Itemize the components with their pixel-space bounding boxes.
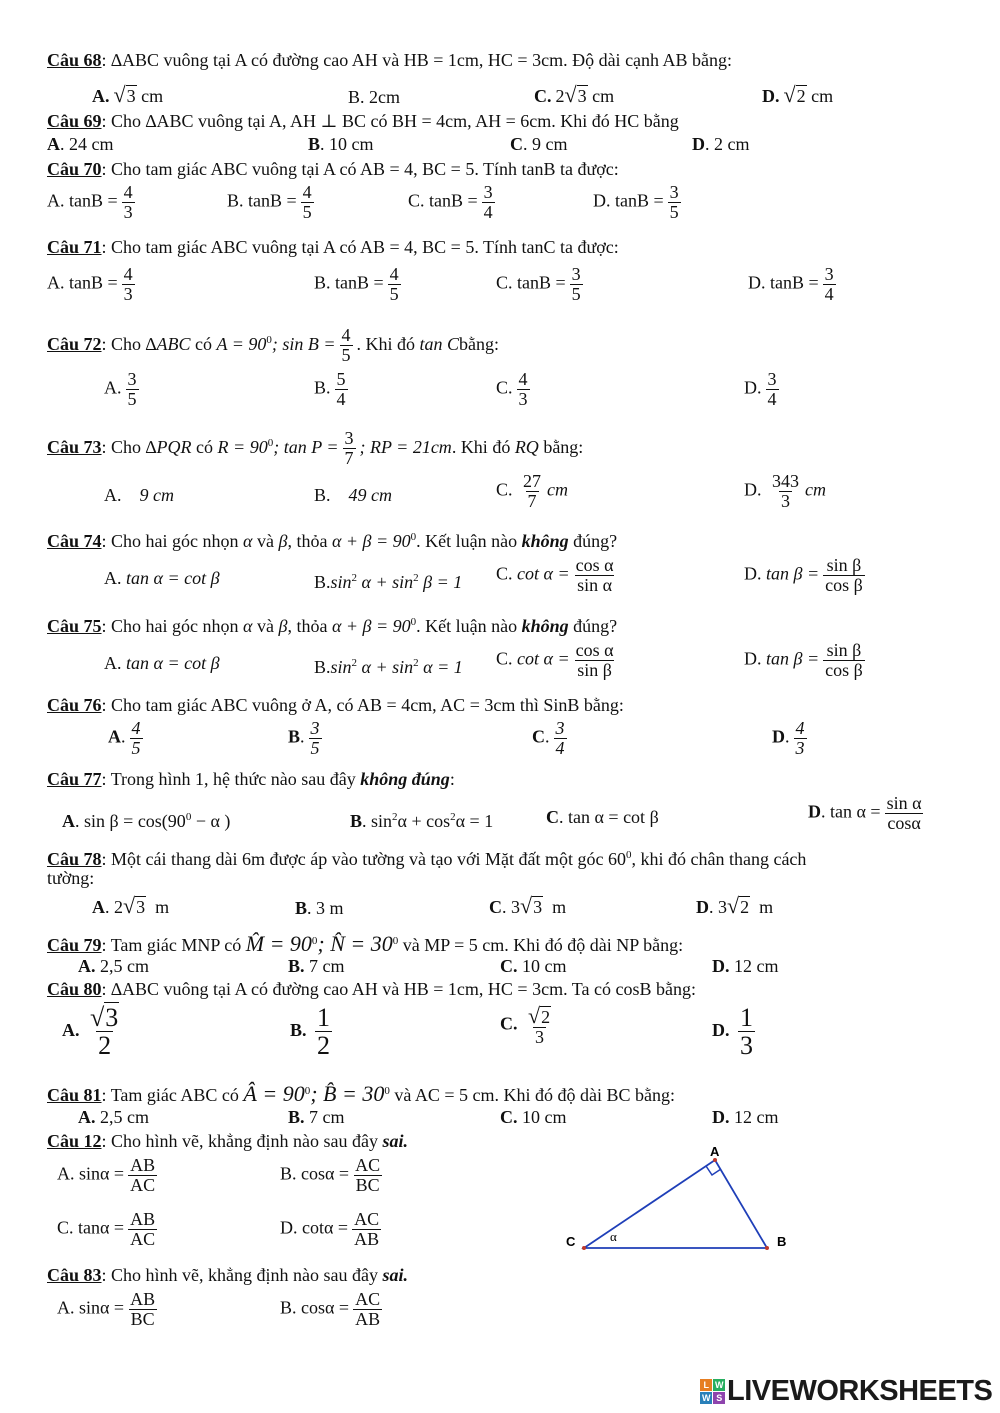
option-b[interactable]: B. cosα = $\frac{AC}{AB}$: [280, 1289, 381, 1329]
question-76: Câu 76: Cho tam giác ABC vuông ở A, có AB = 4cm, AC = 3cm thì SinB bằng:: [47, 695, 624, 715]
question-number: Câu 78: [47, 849, 102, 869]
option-a[interactable]: A. tanB = $\frac{4}{3}$: [47, 264, 133, 304]
question-78-cont: tường:: [47, 868, 95, 888]
question-number: Câu 12: [47, 1131, 102, 1151]
option-a[interactable]: A. 9 cm: [104, 485, 174, 505]
option-c[interactable]: C. tanα = $\frac{AB}{AC}$: [57, 1209, 156, 1249]
option-d[interactable]: D. tan β = $\frac{\text{sin β}}{\text{cos β}}$: [744, 640, 863, 680]
question-68: [47, 49, 732, 71]
option-b[interactable]: $B.\sin^2$ $\alpha + \sin^2 \beta = 1$: [314, 572, 463, 592]
option-c[interactable]: C. 10 cm: [500, 1107, 567, 1127]
option-b[interactable]: B. tanB = $\frac{4}{5}$: [314, 264, 399, 304]
option-b[interactable]: B. tanB = $\frac{4}{5}$: [227, 182, 312, 222]
liveworksheets-logo: [700, 1376, 992, 1406]
question-number: Câu 71: [47, 237, 102, 257]
logo-text: LIVEWORKSHEETS: [727, 1374, 993, 1407]
option-c[interactable]: C. 3√3 m: [489, 893, 567, 918]
question-71: [47, 236, 619, 258]
option-c[interactable]: C. 2√3 cm: [534, 82, 615, 107]
option-c[interactable]: C. $\frac{√2}{3}$: [500, 1003, 551, 1048]
option-c[interactable]: C. 10 cm: [500, 956, 567, 976]
question-number: Câu 74: [47, 531, 102, 551]
vertex-b: [765, 1246, 769, 1250]
option-a[interactable]: A. 2,5 cm: [78, 956, 149, 976]
question-74: Câu 74: Cho hai góc nhọn α và β, thỏa $\alpha + \beta = 90^0$. Kết luận nào không đúng?: [47, 531, 618, 551]
option-a[interactable]: A. tan α = cot β: [104, 568, 220, 588]
option-c[interactable]: C. cot α = $\frac{\text{cos α}}{\text{sin α}}$: [496, 555, 614, 595]
option-a[interactable]: A. sinα = $\frac{AB}{AC}$: [57, 1155, 156, 1195]
question-number: Câu 72: [47, 334, 102, 354]
option-b[interactable]: B. $\sin^2\alpha + \cos^2\alpha = 1$: [350, 811, 494, 831]
fraction: $\frac{3}{5}$: [669, 182, 679, 222]
option-b[interactable]: $B.\sin^2$ $\alpha + \sin^2 \alpha = 1$: [314, 657, 463, 677]
option-a[interactable]: A. sinα = $\frac{AB}{BC}$: [57, 1289, 156, 1329]
question-number: Câu 70: [47, 159, 102, 179]
option-b[interactable]: B. $\frac{3}{5}$: [288, 718, 320, 758]
option-c[interactable]: C. tanB = $\frac{3}{4}$: [408, 182, 493, 222]
option-b[interactable]: B. $\frac{5}{4}$: [314, 369, 346, 409]
question-80: Câu 80: ∆ABC vuông tại A có đường cao AH và HB = 1cm, HC = 3cm. Ta có cosB bằng:: [47, 979, 696, 999]
option-b[interactable]: B. 7 cm: [288, 956, 345, 976]
fraction: $\frac{3}{4}$: [483, 182, 493, 222]
question-text: : ∆ABC vuông tại A có đường cao AH và HB = 1cm, HC = 3cm. Độ dài cạnh AB bằng:: [101, 50, 733, 70]
option-b[interactable]: B. cosα = $\frac{AC}{BC}$: [280, 1155, 381, 1195]
option-d[interactable]: D. $\frac{1}{3}$: [712, 1003, 753, 1061]
option-c[interactable]: C. tanB = $\frac{3}{5}$: [496, 264, 581, 304]
option-d[interactable]: D. tan α = $\frac{\text{sin α}}{\cos\alpha}$: [808, 793, 922, 833]
option-a[interactable]: A. √3 cm: [92, 82, 164, 107]
option-d[interactable]: D. tanB = $\frac{3}{4}$: [748, 264, 834, 304]
option-d[interactable]: D. 3√2 m: [696, 893, 774, 918]
option-d[interactable]: D. 12 cm: [712, 956, 779, 976]
label-b: B: [777, 1234, 787, 1249]
option-a[interactable]: A. $\frac{3}{5}$: [104, 369, 137, 409]
option-a[interactable]: A. 2√3 m: [92, 893, 170, 918]
option-a[interactable]: A. $\frac{√3}{2}$: [62, 1003, 119, 1061]
fraction: $\frac{4}{5}$: [302, 182, 312, 222]
question-text: : Cho tam giác ABC vuông tại A có AB = 4, BC = 5. Tính tanC ta được:: [101, 237, 619, 257]
question-number: Câu 69: [47, 111, 102, 131]
option-a[interactable]: A. tan α = cot β: [104, 653, 220, 673]
question-78: Câu 78: Một cái thang dài 6m được áp vào tường và tạo với Mặt đất một góc $60^0$, khi đó chân thang cách: [47, 849, 807, 869]
option-d[interactable]: D. 12 cm: [712, 1107, 779, 1127]
question-number: Câu 80: [47, 979, 102, 999]
option-c[interactable]: C. $\frac{4}{3}$: [496, 369, 528, 409]
fraction: $\frac{4}{3}$: [123, 182, 133, 222]
sqrt: √3: [113, 82, 136, 107]
question-77: Câu 77: Trong hình 1, hệ thức nào sau đây không đúng:: [47, 769, 455, 789]
question-text: : Cho ∆ABC vuông tại A, AH ⊥ BC có BH = 4cm, AH = 6cm. Khi đó HC bằng: [101, 111, 679, 131]
option-d[interactable]: D. $\frac{343}{3}$ cm: [744, 471, 826, 511]
option-b[interactable]: B. 7 cm: [288, 1107, 345, 1127]
option-a[interactable]: A. $\frac{4}{5}$: [108, 718, 141, 758]
question-81: Câu 81: Tam giác ABC có Â = $90^0$; B̂ = $30^0$ và AC = 5 cm. Khi đó độ dài BC bằng:: [47, 1081, 675, 1106]
option-b[interactable]: B. $\frac{1}{2}$: [290, 1003, 331, 1061]
question-69: [47, 110, 679, 132]
option-a[interactable]: A. 2,5 cm: [78, 1107, 149, 1127]
question-number: Câu 68: [47, 50, 102, 70]
option-b[interactable]: B. 3 m: [295, 898, 344, 918]
option-c[interactable]: C. $\frac{3}{4}$: [532, 718, 565, 758]
option-d[interactable]: D. $\frac{3}{4}$: [744, 369, 777, 409]
option-b[interactable]: B. 49 cm: [314, 485, 393, 505]
option-d[interactable]: D. 2 cm: [692, 134, 750, 154]
question-75: Câu 75: Cho hai góc nhọn α và β, thỏa $\alpha + \beta = 90^0$. Kết luận nào không đúng?: [47, 616, 618, 636]
question-73: Câu 73: Cho ∆PQR có $R = 90^0$; tan P = $\frac{3}{7}$ ; RP = 21cm. Khi đó RQ bằng:: [47, 428, 584, 469]
option-d[interactable]: D. $\frac{4}{3}$: [772, 718, 805, 758]
logo-badge-icon: L W W S: [702, 1379, 723, 1403]
option-a[interactable]: A. tanB = $\frac{4}{3}$: [47, 182, 133, 222]
label-alpha: α: [610, 1229, 617, 1244]
question-12: Câu 12: Cho hình vẽ, khẳng định nào sau đây sai.: [47, 1131, 408, 1151]
option-c[interactable]: C. 9 cm: [510, 134, 568, 154]
triangle-figure: [560, 1140, 800, 1260]
sqrt: √3: [564, 82, 587, 107]
question-70: [47, 158, 619, 180]
question-72: Câu 72: Cho ∆ABC có $A = 90^0$; sin B = $\frac{4}{5}$ . Khi đó tan Cbằng:: [47, 325, 500, 366]
question-number: Câu 83: [47, 1265, 102, 1285]
question-number: Câu 81: [47, 1085, 102, 1105]
option-d[interactable]: D. √2 cm: [762, 82, 834, 107]
question-number: Câu 73: [47, 437, 102, 457]
option-c[interactable]: C. tan α = cot β: [546, 807, 659, 827]
question-number: Câu 75: [47, 616, 102, 636]
option-a[interactable]: A. 24 cm: [47, 134, 114, 154]
option-d[interactable]: D. tanB = $\frac{3}{5}$: [593, 182, 679, 222]
question-number: Câu 77: [47, 769, 102, 789]
option-c[interactable]: C. cot α = $\frac{\text{cos α}}{\text{sin β}}$: [496, 640, 614, 680]
sqrt: √2: [783, 82, 806, 107]
option-b[interactable]: B. 10 cm: [308, 134, 374, 154]
label-a: A: [710, 1144, 720, 1159]
option-a[interactable]: A. $\sin \beta = \cos(90^0 - \alpha$ ): [62, 811, 231, 831]
question-text: : Cho tam giác ABC vuông tại A có AB = 4, BC = 5. Tính tanB ta được:: [101, 159, 619, 179]
question-79: Câu 79: Tam giác MNP có M̂ = $90^0$; N̂ = $30^0$ và MP = 5 cm. Khi đó độ dài NP bằng:: [47, 931, 684, 956]
option-c[interactable]: C. $\frac{27}{7}$ cm: [496, 471, 569, 511]
option-b[interactable]: B. 2cm: [348, 87, 400, 107]
question-83: Câu 83: Cho hình vẽ, khẳng định nào sau đây sai.: [47, 1265, 408, 1285]
option-d[interactable]: D. tan β = $\frac{\text{sin β}}{\text{cos β}}$: [744, 555, 863, 595]
label-c: C: [566, 1234, 576, 1249]
question-number: Câu 76: [47, 695, 102, 715]
question-number: Câu 79: [47, 935, 102, 955]
option-d[interactable]: D. cotα = $\frac{AC}{AB}$: [280, 1209, 380, 1249]
vertex-c: [582, 1246, 586, 1250]
